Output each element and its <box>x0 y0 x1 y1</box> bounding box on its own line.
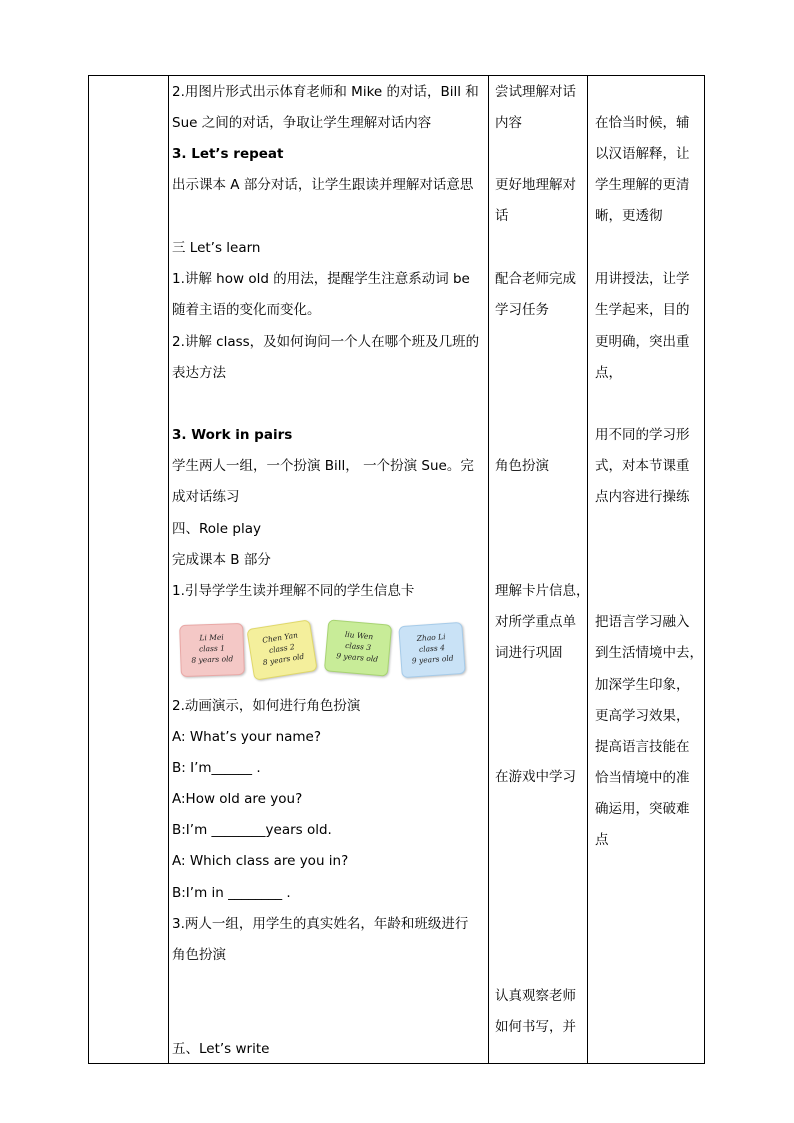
student-card-3 <box>324 619 392 676</box>
activity-line-12: 认真观察老师 <box>495 988 576 1004</box>
intent-line-1: 在恰当时候，辅 <box>595 115 690 131</box>
intent-line-5: 用讲授法，让学 <box>595 271 690 287</box>
card-age: 8 years old <box>191 654 234 665</box>
intent-line-9: 用不同的学习形 <box>595 427 690 443</box>
process-line-4: 出示课本 A 部分对话，让学生跟读并理解对话意思 <box>172 177 474 193</box>
intent-line-13: 到生活情境中去， <box>595 645 703 661</box>
activity-line-1: 尝试理解对话 <box>495 84 576 100</box>
section-write-title: 五、Let’s write <box>172 1041 270 1057</box>
activity-line-6: 学习任务 <box>495 302 549 318</box>
card-age: 9 years old <box>335 651 379 664</box>
card-class: class 3 <box>344 640 372 653</box>
card-name: liu Wen <box>344 629 374 642</box>
student-card-1 <box>179 623 245 677</box>
section-learn-title: 三 Let’s learn <box>172 240 261 256</box>
intent-line-14: 加深学生印象， <box>595 677 690 693</box>
intent-line-17: 恰当情境中的准 <box>595 770 690 786</box>
process-line-1: 2.用图片形式出示体育老师和 Mike 的对话，Bill 和 <box>172 84 479 100</box>
column-divider-1 <box>168 76 169 1063</box>
dialogue-line-4: B:I’m ________years old. <box>172 822 332 838</box>
activity-line-3: 更好地理解对 <box>495 177 576 193</box>
dialogue-line-5: A: Which class are you in? <box>172 853 349 869</box>
activity-line-7: 角色扮演 <box>495 458 549 474</box>
card-name: Chen Yan <box>261 630 299 645</box>
process-line-7: 随着主语的变化而变化。 <box>172 302 321 318</box>
intent-line-15: 更高学习效果， <box>595 708 690 724</box>
activity-line-9: 对所学重点单 <box>495 614 576 630</box>
intent-line-10: 式，对本节课重 <box>595 458 690 474</box>
dialogue-line-6: B:I’m in ________ . <box>172 885 291 901</box>
process-line-8: 2.讲解 class，及如何询问一个人在哪个班及几班的 <box>172 334 480 350</box>
activity-line-2: 内容 <box>495 115 522 131</box>
card-class: class 2 <box>268 642 296 655</box>
process-line-11: 学生两人一组，一个扮演 Bill， 一个扮演 Sue。完 <box>172 458 474 474</box>
activity-line-11: 在游戏中学习 <box>495 769 576 785</box>
activity-line-4: 话 <box>495 208 509 224</box>
card-age: 9 years old <box>411 653 454 666</box>
process-line-14: 完成课本 B 部分 <box>172 552 271 568</box>
card-class: class 1 <box>198 643 226 654</box>
intent-line-3: 学生理解的更清 <box>595 177 690 193</box>
section-repeat-title: 3. Let’s repeat <box>172 146 284 162</box>
process-line-24: 角色扮演 <box>172 947 226 963</box>
section-roleplay-title: 四、Role play <box>172 521 261 537</box>
column-divider-2 <box>488 76 489 1063</box>
intent-line-12: 把语言学习融入 <box>595 614 690 630</box>
intent-line-11: 点内容进行操练 <box>595 489 690 505</box>
dialogue-line-1: A: What’s your name? <box>172 729 322 745</box>
card-class: class 4 <box>418 643 446 654</box>
student-card-2 <box>246 619 317 680</box>
process-line-23: 3.两人一组，用学生的真实姓名，年龄和班级进行 <box>172 916 469 932</box>
activity-line-8: 理解卡片信息， <box>495 583 590 599</box>
intent-line-6: 生学起来，目的 <box>595 302 690 318</box>
student-info-cards <box>178 618 472 680</box>
student-card-4 <box>398 622 465 678</box>
process-line-12: 成对话练习 <box>172 489 240 505</box>
card-name: Zhao Li <box>416 632 446 644</box>
intent-line-7: 更明确，突出重 <box>595 334 690 350</box>
process-line-2: Sue 之间的对话，争取让学生理解对话内容 <box>172 115 432 131</box>
process-line-16: 2.动画演示，如何进行角色扮演 <box>172 698 361 714</box>
activity-line-13: 如何书写，并 <box>495 1019 576 1035</box>
activity-line-10: 词进行巩固 <box>495 645 563 661</box>
column-divider-3 <box>587 76 588 1063</box>
process-line-15: 1.引导学学生读并理解不同的学生信息卡 <box>172 583 415 599</box>
activity-line-5: 配合老师完成 <box>495 271 576 287</box>
card-age: 8 years old <box>262 651 305 668</box>
process-line-6: 1.讲解 how old 的用法，提醒学生注意系动词 be <box>172 271 470 287</box>
section-pairs-title: 3. Work in pairs <box>172 427 293 443</box>
card-name: Li Mei <box>199 632 224 643</box>
intent-line-2: 以汉语解释，让 <box>595 146 690 162</box>
dialogue-line-3: A:How old are you? <box>172 791 303 807</box>
intent-line-16: 提高语言技能在 <box>595 739 690 755</box>
intent-line-4: 晰，更透彻 <box>595 208 663 224</box>
dialogue-line-2: B: I’m______ . <box>172 760 261 776</box>
intent-line-18: 确运用，突破难 <box>595 801 690 817</box>
intent-line-8: 点， <box>595 365 622 381</box>
intent-line-19: 点 <box>595 832 609 848</box>
process-line-9: 表达方法 <box>172 365 226 381</box>
